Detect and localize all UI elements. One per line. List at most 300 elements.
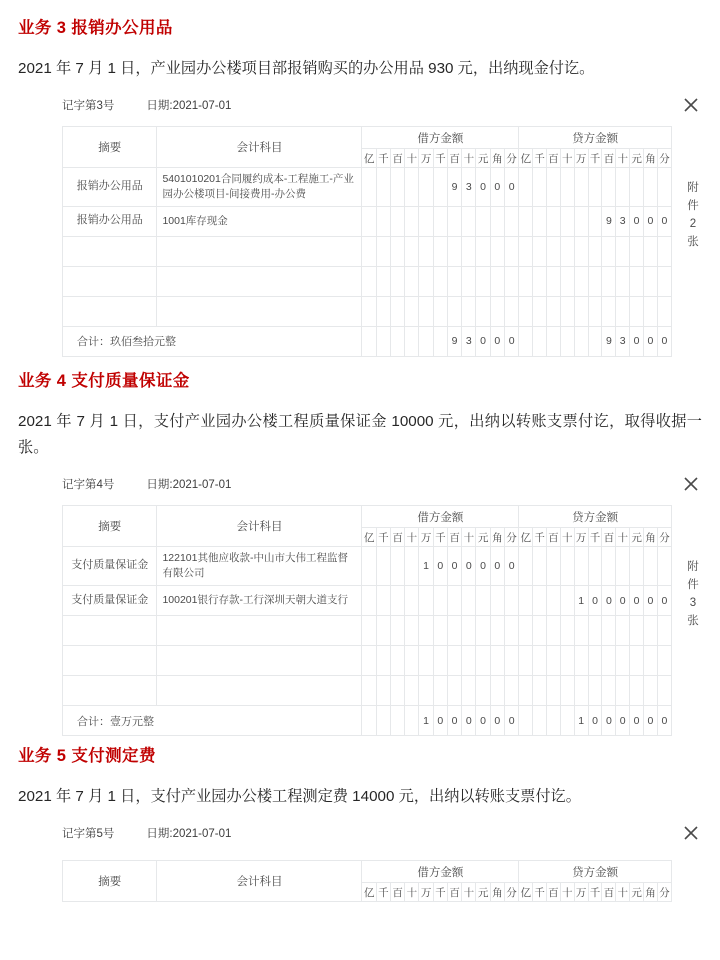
credit-digit-3 <box>560 676 574 706</box>
debit-digit-1 <box>376 206 390 236</box>
debit-digit-3 <box>405 616 419 646</box>
debit-digit-2 <box>390 266 404 296</box>
debit-digit-6 <box>447 236 461 266</box>
debit-digit-0 <box>362 206 376 236</box>
voucher-date: 日期:2021-07-01 <box>146 828 232 841</box>
debit-unit-0: 亿 <box>362 883 376 902</box>
debit-digit-6 <box>447 616 461 646</box>
section-title: 业务 4 支付质量保证金 <box>18 371 190 390</box>
debit-unit-4: 万 <box>419 883 433 902</box>
debit-unit-10: 分 <box>504 528 518 547</box>
credit-digit-3 <box>560 168 574 207</box>
credit-unit-5: 千 <box>588 883 602 902</box>
debit-unit-10: 分 <box>504 149 518 168</box>
table-row-total <box>63 706 672 736</box>
voucher-table-head <box>63 127 672 168</box>
credit-unit-10: 分 <box>657 149 671 168</box>
credit-digit-8: 0 <box>630 706 644 736</box>
cell-account: 1001库存现金 <box>157 206 362 236</box>
debit-digit-7 <box>462 586 476 616</box>
debit-digit-10 <box>504 266 518 296</box>
credit-digit-5 <box>588 296 602 326</box>
credit-digit-1 <box>533 616 547 646</box>
credit-digit-0 <box>519 206 533 236</box>
credit-digit-2 <box>547 646 561 676</box>
credit-digit-4 <box>574 646 588 676</box>
credit-digit-2 <box>547 236 561 266</box>
credit-digit-5 <box>588 168 602 207</box>
credit-digit-10 <box>657 168 671 207</box>
debit-unit-7: 十 <box>462 149 476 168</box>
credit-unit-9: 角 <box>644 528 658 547</box>
debit-unit-10: 分 <box>504 883 518 902</box>
debit-digit-6: 0 <box>447 706 461 736</box>
credit-digit-10 <box>657 547 671 586</box>
debit-digit-10 <box>504 296 518 326</box>
debit-digit-4: 1 <box>419 706 433 736</box>
credit-digit-2 <box>547 168 561 207</box>
voucher-date: 日期:2021-07-01 <box>146 100 232 113</box>
debit-digit-4 <box>419 676 433 706</box>
voucher-table-container <box>62 126 710 357</box>
debit-digit-1 <box>376 616 390 646</box>
debit-unit-9: 角 <box>490 528 504 547</box>
debit-digit-10 <box>504 206 518 236</box>
debit-digit-6 <box>447 206 461 236</box>
voucher-table <box>62 126 672 357</box>
table-row <box>63 206 672 236</box>
debit-digit-5 <box>433 586 447 616</box>
credit-digit-8 <box>630 676 644 706</box>
debit-digit-4 <box>419 168 433 207</box>
debit-digit-8 <box>476 236 490 266</box>
credit-digit-1 <box>533 676 547 706</box>
attachment-count: 2 <box>689 217 697 230</box>
credit-digit-3 <box>560 646 574 676</box>
credit-unit-6: 百 <box>602 149 616 168</box>
credit-digit-4 <box>574 266 588 296</box>
table-row-blank <box>63 646 672 676</box>
credit-digit-6 <box>602 646 616 676</box>
debit-digit-0 <box>362 646 376 676</box>
section-title: 业务 5 支付测定费 <box>18 747 156 766</box>
debit-digit-5 <box>433 646 447 676</box>
voucher-meta <box>0 820 720 846</box>
credit-digit-0 <box>519 547 533 586</box>
cell-summary <box>63 646 157 676</box>
table-row-blank <box>63 266 672 296</box>
debit-digit-5 <box>433 236 447 266</box>
col-header-debit: 借方金额 <box>362 127 519 149</box>
cell-summary: 支付质量保证金 <box>63 586 157 616</box>
credit-digit-8 <box>630 168 644 207</box>
debit-digit-2 <box>390 616 404 646</box>
credit-digit-9 <box>644 296 658 326</box>
debit-digit-10 <box>504 646 518 676</box>
debit-unit-3: 十 <box>405 149 419 168</box>
credit-unit-3: 十 <box>560 149 574 168</box>
cell-summary <box>63 266 157 296</box>
credit-digit-5: 0 <box>588 586 602 616</box>
debit-digit-6 <box>447 586 461 616</box>
debit-digit-1 <box>376 646 390 676</box>
debit-digit-8 <box>476 676 490 706</box>
debit-digit-1 <box>376 236 390 266</box>
debit-unit-2: 百 <box>390 528 404 547</box>
debit-digit-10: 0 <box>504 326 518 356</box>
debit-unit-8: 元 <box>476 149 490 168</box>
voucher-number: 记字第5号 <box>62 828 115 841</box>
col-header-summary: 摘要 <box>63 861 157 902</box>
attachment-label-1: 附 <box>687 182 699 195</box>
debit-digit-9 <box>490 296 504 326</box>
debit-digit-10: 0 <box>504 168 518 207</box>
debit-digit-7 <box>462 236 476 266</box>
debit-digit-8 <box>476 206 490 236</box>
debit-digit-7 <box>462 646 476 676</box>
debit-unit-4: 万 <box>419 528 433 547</box>
credit-digit-9 <box>644 547 658 586</box>
debit-digit-3 <box>405 326 419 356</box>
credit-digit-4 <box>574 547 588 586</box>
close-icon[interactable] <box>680 473 702 495</box>
debit-unit-1: 千 <box>376 883 390 902</box>
debit-digit-8 <box>476 646 490 676</box>
debit-digit-8 <box>476 266 490 296</box>
credit-digit-1 <box>533 586 547 616</box>
debit-unit-3: 十 <box>405 883 419 902</box>
credit-digit-4 <box>574 168 588 207</box>
credit-unit-1: 千 <box>533 149 547 168</box>
debit-digit-0 <box>362 168 376 207</box>
credit-digit-0 <box>519 236 533 266</box>
col-header-credit: 贷方金额 <box>519 506 672 528</box>
debit-digit-0 <box>362 616 376 646</box>
cell-account: 122101其他应收款-中山市大伟工程监督有限公司 <box>157 547 362 586</box>
credit-unit-7: 十 <box>616 149 630 168</box>
debit-digit-8 <box>476 586 490 616</box>
credit-digit-5 <box>588 236 602 266</box>
debit-unit-8: 元 <box>476 528 490 547</box>
debit-digit-8: 0 <box>476 326 490 356</box>
debit-digit-10 <box>504 586 518 616</box>
credit-unit-0: 亿 <box>519 149 533 168</box>
section-title: 业务 3 报销办公用品 <box>18 19 173 37</box>
debit-unit-0: 亿 <box>362 149 376 168</box>
debit-digit-4 <box>419 326 433 356</box>
voucher-meta <box>0 92 720 118</box>
credit-digit-6: 9 <box>602 206 616 236</box>
debit-digit-10 <box>504 676 518 706</box>
debit-digit-6: 9 <box>447 326 461 356</box>
debit-digit-2 <box>390 586 404 616</box>
col-header-account: 会计科目 <box>157 127 362 168</box>
debit-digit-1 <box>376 168 390 207</box>
debit-digit-5: 0 <box>433 547 447 586</box>
debit-digit-9 <box>490 646 504 676</box>
debit-unit-8: 元 <box>476 883 490 902</box>
close-icon[interactable] <box>680 822 702 844</box>
credit-digit-9 <box>644 266 658 296</box>
credit-digit-4 <box>574 236 588 266</box>
debit-digit-0 <box>362 676 376 706</box>
table-row <box>63 586 672 616</box>
credit-digit-5 <box>588 547 602 586</box>
debit-digit-2 <box>390 296 404 326</box>
credit-digit-8 <box>630 266 644 296</box>
debit-digit-9 <box>490 236 504 266</box>
credit-digit-1 <box>533 168 547 207</box>
header-row-groups <box>63 861 672 883</box>
debit-digit-9 <box>490 266 504 296</box>
credit-digit-1 <box>533 547 547 586</box>
credit-digit-9 <box>644 616 658 646</box>
credit-digit-5 <box>588 676 602 706</box>
credit-digit-4 <box>574 326 588 356</box>
credit-digit-5 <box>588 326 602 356</box>
cell-total-label: 合计：壹万元整 <box>63 706 362 736</box>
credit-digit-1 <box>533 236 547 266</box>
debit-digit-3 <box>405 236 419 266</box>
credit-digit-0 <box>519 646 533 676</box>
debit-digit-0 <box>362 296 376 326</box>
credit-unit-7: 十 <box>616 883 630 902</box>
credit-digit-4 <box>574 296 588 326</box>
credit-digit-0 <box>519 586 533 616</box>
credit-digit-3 <box>560 206 574 236</box>
attachment-count: 3 <box>689 596 697 609</box>
cell-summary: 报销办公用品 <box>63 206 157 236</box>
cell-account <box>157 266 362 296</box>
credit-digit-4 <box>574 676 588 706</box>
cell-account <box>157 616 362 646</box>
voucher-table-container <box>62 860 710 902</box>
debit-digit-8 <box>476 616 490 646</box>
credit-digit-6 <box>602 266 616 296</box>
credit-digit-9: 0 <box>644 586 658 616</box>
credit-unit-2: 百 <box>547 528 561 547</box>
credit-digit-1 <box>533 326 547 356</box>
credit-digit-10 <box>657 296 671 326</box>
credit-digit-10 <box>657 266 671 296</box>
credit-unit-4: 万 <box>574 149 588 168</box>
voucher-table <box>62 505 672 736</box>
debit-unit-5: 千 <box>433 883 447 902</box>
credit-digit-10 <box>657 616 671 646</box>
credit-digit-7 <box>616 236 630 266</box>
debit-digit-4 <box>419 236 433 266</box>
credit-digit-2 <box>547 586 561 616</box>
debit-digit-10: 0 <box>504 706 518 736</box>
credit-unit-5: 千 <box>588 528 602 547</box>
debit-digit-7 <box>462 676 476 706</box>
attachment-label-3: 张 <box>687 235 699 248</box>
credit-unit-1: 千 <box>533 883 547 902</box>
credit-digit-3 <box>560 586 574 616</box>
voucher-table-head <box>63 861 672 902</box>
cell-account: 5401010201合同履约成本-工程施工-产业园办公楼项目-间接费用-办公费 <box>157 168 362 207</box>
credit-digit-8: 0 <box>630 206 644 236</box>
debit-digit-6 <box>447 296 461 326</box>
credit-digit-3 <box>560 547 574 586</box>
credit-unit-7: 十 <box>616 528 630 547</box>
attachment-label-1: 附 <box>687 561 699 574</box>
header-row-groups <box>63 127 672 149</box>
debit-digit-4 <box>419 296 433 326</box>
credit-digit-0 <box>519 706 533 736</box>
debit-digit-3 <box>405 296 419 326</box>
credit-digit-7 <box>616 646 630 676</box>
credit-digit-1 <box>533 646 547 676</box>
credit-digit-8 <box>630 547 644 586</box>
debit-unit-7: 十 <box>462 528 476 547</box>
debit-digit-3 <box>405 646 419 676</box>
debit-digit-9 <box>490 586 504 616</box>
debit-digit-2 <box>390 706 404 736</box>
credit-digit-9: 0 <box>644 706 658 736</box>
debit-digit-5 <box>433 168 447 207</box>
table-row-total <box>63 326 672 356</box>
debit-digit-2 <box>390 236 404 266</box>
attachment-label-2: 件 <box>687 199 699 212</box>
credit-digit-3 <box>560 326 574 356</box>
debit-digit-7: 0 <box>462 547 476 586</box>
credit-digit-7 <box>616 676 630 706</box>
credit-digit-0 <box>519 168 533 207</box>
debit-unit-9: 角 <box>490 883 504 902</box>
credit-digit-2 <box>547 547 561 586</box>
credit-digit-6: 9 <box>602 326 616 356</box>
debit-digit-9 <box>490 676 504 706</box>
credit-unit-8: 元 <box>630 149 644 168</box>
debit-digit-7: 3 <box>462 168 476 207</box>
debit-digit-6 <box>447 266 461 296</box>
credit-digit-9: 0 <box>644 206 658 236</box>
debit-unit-5: 千 <box>433 528 447 547</box>
credit-digit-3 <box>560 616 574 646</box>
credit-digit-1 <box>533 296 547 326</box>
credit-digit-5 <box>588 206 602 236</box>
debit-digit-2 <box>390 646 404 676</box>
credit-digit-6 <box>602 168 616 207</box>
cell-summary <box>63 676 157 706</box>
credit-digit-10: 0 <box>657 706 671 736</box>
debit-digit-6: 9 <box>447 168 461 207</box>
credit-digit-2 <box>547 616 561 646</box>
debit-unit-6: 百 <box>447 528 461 547</box>
debit-digit-1 <box>376 676 390 706</box>
debit-digit-4 <box>419 616 433 646</box>
debit-digit-2 <box>390 206 404 236</box>
debit-digit-1 <box>376 296 390 326</box>
col-header-debit: 借方金额 <box>362 861 519 883</box>
debit-digit-4 <box>419 586 433 616</box>
debit-digit-4: 1 <box>419 547 433 586</box>
voucher-table-body <box>63 547 672 736</box>
debit-unit-6: 百 <box>447 149 461 168</box>
debit-digit-1 <box>376 547 390 586</box>
debit-unit-3: 十 <box>405 528 419 547</box>
col-header-account: 会计科目 <box>157 506 362 547</box>
credit-unit-8: 元 <box>630 528 644 547</box>
debit-digit-7 <box>462 616 476 646</box>
section-description: 2021 年 7 月 1 日，产业园办公楼项目部报销购买的办公用品 930 元，出纳现金付讫。 <box>18 60 595 77</box>
credit-digit-1 <box>533 266 547 296</box>
debit-digit-9: 0 <box>490 547 504 586</box>
credit-unit-8: 元 <box>630 883 644 902</box>
debit-digit-1 <box>376 326 390 356</box>
credit-unit-1: 千 <box>533 528 547 547</box>
cell-account <box>157 236 362 266</box>
debit-digit-5 <box>433 676 447 706</box>
credit-digit-7: 3 <box>616 206 630 236</box>
credit-digit-2 <box>547 206 561 236</box>
credit-digit-6: 0 <box>602 586 616 616</box>
debit-digit-0 <box>362 326 376 356</box>
debit-unit-1: 千 <box>376 528 390 547</box>
credit-digit-6 <box>602 547 616 586</box>
credit-digit-3 <box>560 266 574 296</box>
credit-digit-10 <box>657 676 671 706</box>
credit-digit-7 <box>616 547 630 586</box>
credit-digit-4: 1 <box>574 586 588 616</box>
cell-summary <box>63 296 157 326</box>
credit-unit-9: 角 <box>644 883 658 902</box>
debit-digit-3 <box>405 168 419 207</box>
credit-digit-2 <box>547 676 561 706</box>
credit-digit-7: 0 <box>616 706 630 736</box>
section-description: 2021 年 7 月 1 日，支付产业园办公楼工程测定费 14000 元，出纳以转账支票付讫。 <box>18 788 581 806</box>
voucher-table-body <box>63 168 672 357</box>
col-header-credit: 贷方金额 <box>519 127 672 149</box>
debit-digit-2 <box>390 326 404 356</box>
debit-digit-2 <box>390 676 404 706</box>
debit-digit-3 <box>405 547 419 586</box>
credit-digit-7 <box>616 296 630 326</box>
debit-digit-10 <box>504 616 518 646</box>
credit-digit-8 <box>630 616 644 646</box>
cell-summary <box>63 236 157 266</box>
table-row-blank <box>63 296 672 326</box>
header-row-groups <box>63 506 672 528</box>
credit-digit-3 <box>560 236 574 266</box>
debit-digit-9: 0 <box>490 706 504 736</box>
debit-digit-5 <box>433 266 447 296</box>
debit-unit-5: 千 <box>433 149 447 168</box>
voucher-table-container <box>62 505 710 736</box>
credit-unit-4: 万 <box>574 883 588 902</box>
debit-digit-4 <box>419 266 433 296</box>
credit-digit-10 <box>657 236 671 266</box>
cell-account <box>157 646 362 676</box>
debit-digit-10 <box>504 236 518 266</box>
close-icon[interactable] <box>680 94 702 116</box>
credit-digit-10: 0 <box>657 586 671 616</box>
col-header-summary: 摘要 <box>63 127 157 168</box>
credit-unit-2: 百 <box>547 149 561 168</box>
voucher-table <box>62 860 672 902</box>
credit-digit-8: 0 <box>630 586 644 616</box>
debit-digit-8: 0 <box>476 706 490 736</box>
debit-unit-0: 亿 <box>362 528 376 547</box>
debit-unit-1: 千 <box>376 149 390 168</box>
col-header-debit: 借方金额 <box>362 506 519 528</box>
credit-digit-9 <box>644 168 658 207</box>
debit-digit-1 <box>376 706 390 736</box>
credit-unit-0: 亿 <box>519 528 533 547</box>
credit-digit-7: 3 <box>616 326 630 356</box>
credit-unit-10: 分 <box>657 883 671 902</box>
